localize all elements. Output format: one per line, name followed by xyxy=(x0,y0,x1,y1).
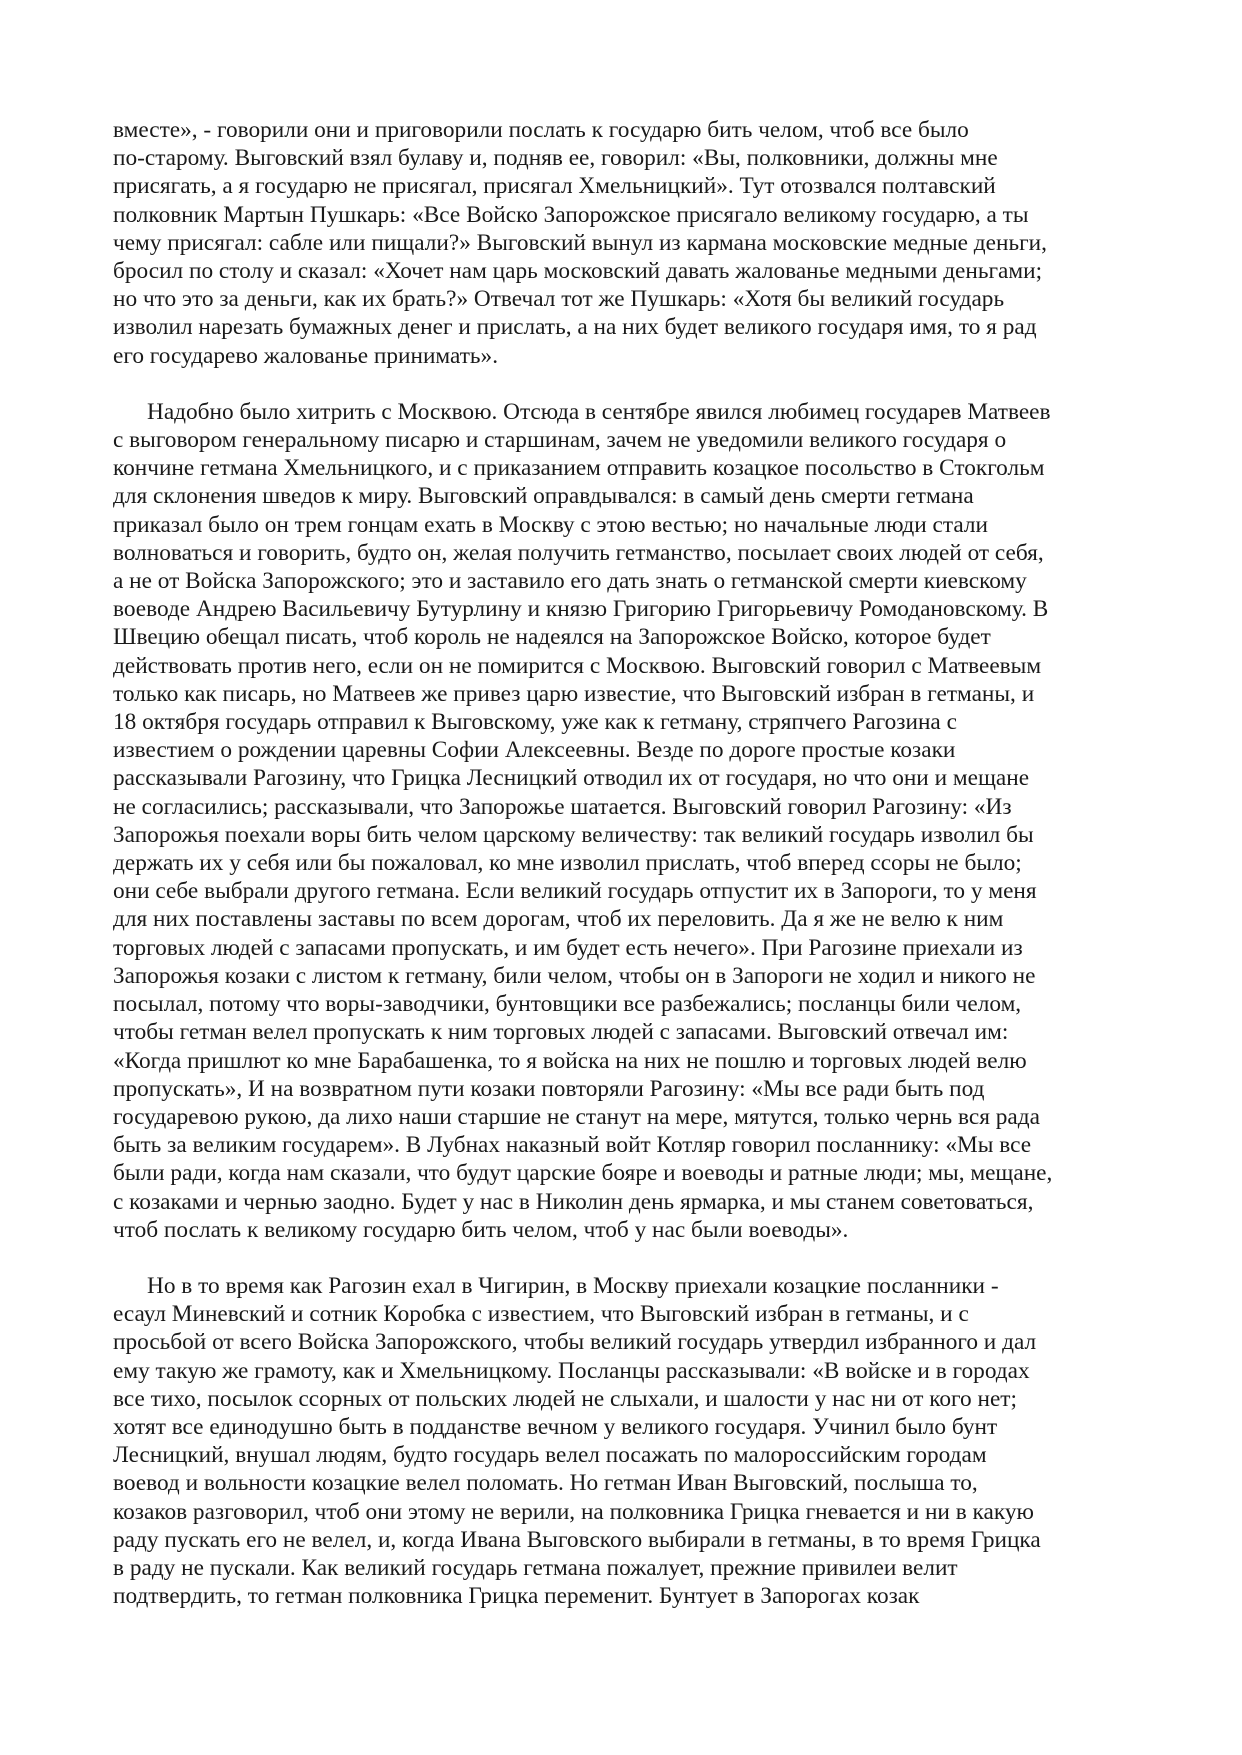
text-line: по-старому. Выговский взял булаву и, подняв ее, говорил: «Вы, полковники, должны мне xyxy=(113,145,998,172)
text-line: Запорожья козаки с листом к гетману, били челом, чтобы он в Запороги не ходил и никого не xyxy=(113,962,1036,989)
text-line: Лесницкий, внушал людям, будто государь велел посажать по малороссийским городам xyxy=(113,1442,987,1469)
text-line: подтвердить, то гетман полковника Грицка переменит. Бунтует в Запорогах козак xyxy=(113,1583,920,1610)
text-line: козаков разговорил, чтоб они этому не верили, на полковника Грицка гневается и ни в какую xyxy=(113,1498,1034,1525)
text-line: «Когда пришлют ко мне Барабашенка, то я войска на них не пошлю и торговых людей велю xyxy=(113,1047,1027,1074)
text-line: кончине гетмана Хмельницкого, и с приказанием отправить козацкое посольство в Стокгольм xyxy=(113,455,1045,482)
text-line: присягать, а я государю не присягал, присягал Хмельницкий». Тут отозвался полтавский xyxy=(113,173,996,200)
text-line: они себе выбрали другого гетмана. Если великий государь отпустит их в Запороги, то у меня xyxy=(113,878,1037,905)
text-line: изволил нарезать бумажных денег и прислать, а на них будет великого государя имя, то я рад xyxy=(113,314,1037,341)
text-line: есаул Миневский и сотник Коробка с известием, что Выговский избран в гетманы, и с xyxy=(113,1301,969,1328)
text-line: воеводе Андрею Васильевичу Бутурлину и князю Григорию Григорьевичу Ромодановскому. В xyxy=(113,596,1049,623)
text-line: держать их у себя или бы пожаловал, ко мне изволил прислать, чтоб вперед ссоры не было; xyxy=(113,850,1022,877)
text-line: просьбой от всего Войска Запорожского, чтобы великий государь утвердил избранного и дал xyxy=(113,1329,1037,1356)
text-line: для склонения шведов к миру. Выговский оправдывался: в самый день смерти гетмана xyxy=(113,483,974,510)
text-line: бросил по столу и сказал: «Хочет нам царь московский давать жалованье медными деньгами; xyxy=(113,258,1043,285)
text-line: для них поставлены заставы по всем дорогам, чтоб их переловить. Да я же не велю к ним xyxy=(113,906,1004,933)
text-line: чтоб послать к великому государю бить челом, чтоб у нас были воеводы». xyxy=(113,1216,849,1243)
text-line: волноваться и говорить, будто он, желая получить гетманство, посылает своих людей от себя, xyxy=(113,539,1044,566)
text-line: рассказывали Рагозину, что Грицка Лесницкий отводил их от государя, но что они и мещане xyxy=(113,765,1030,792)
text-line: в раду не пускали. Как великий государь гетмана пожалует, прежние привилеи велит xyxy=(113,1554,958,1581)
text-line: хотят все единодушно быть в подданстве вечном у великого государя. Учинил было бунт xyxy=(113,1413,998,1440)
text-line: его государево жалованье принимать». xyxy=(113,342,499,369)
text-line: Запорожья поехали воры бить челом царскому величеству: так великий государь изволил бы xyxy=(113,821,1034,848)
text-line: а не от Войска Запорожского; это и заставило его дать знать о гетманской смерти киевскому xyxy=(113,568,1027,595)
text-column xyxy=(113,116,1128,1638)
text-line: полковник Мартын Пушкарь: «Все Войско Запорожское присягало великому государю, а ты xyxy=(113,201,1029,228)
text-line: были ради, когда нам сказали, что будут царские бояре и воеводы и ратные люди; мы, мещане, xyxy=(113,1160,1053,1187)
text-line: ему такую же грамоту, как и Хмельницкому. Посланцы рассказывали: «В войске и в городах xyxy=(113,1357,1030,1384)
text-line: известием о рождении царевны Софии Алексеевны. Везде по дороге простые козаки xyxy=(113,737,956,764)
text-line: государевою рукою, да лихо наши старшие не станут на мере, мятутся, только чернь вся рада xyxy=(113,1103,1040,1130)
text-line: вместе», - говорили они и приговорили послать к государю бить челом, чтоб все было xyxy=(113,117,969,143)
text-line: пропускать», И на возвратном пути козаки повторяли Рагозину: «Мы все ради быть под xyxy=(113,1075,985,1102)
paragraph-3 xyxy=(113,1272,1128,1610)
paragraph-2 xyxy=(113,398,1128,1244)
text-line: чтобы гетман велел пропускать к ним торговых людей с запасами. Выговский отвечал им: xyxy=(113,1019,1009,1046)
text-line: Надобно было хитрить с Москвою. Отсюда в сентябре явился любимец государев Матвеев xyxy=(147,398,1051,425)
text-line: воевод и вольности козацкие велел поломать. Но гетман Иван Выговский, послыша то, xyxy=(113,1470,978,1497)
text-line: только как писарь, но Матвеев же привез царю известие, что Выговский избран в гетманы, и xyxy=(113,680,1035,707)
text-line: приказал было он трем гонцам ехать в Москву с этою вестью; но начальные люди стали xyxy=(113,511,988,538)
text-line: 18 октября государь отправил к Выговскому, уже как к гетману, стряпчего Рагозина с xyxy=(113,709,957,736)
paragraph-1 xyxy=(113,116,1128,370)
text-line: торговых людей с запасами пропускать, и им будет есть нечего». При Рагозине приехали из xyxy=(113,934,1023,961)
text-line: раду пускать его не велел, и, когда Ивана Выговского выбирали в гетманы, в то время Грицка xyxy=(113,1526,1041,1553)
text-line: Но в то время как Рагозин ехал в Чигирин, в Москву приехали козацкие посланники - xyxy=(147,1272,999,1299)
text-line: чему присягал: сабле или пищали?» Выговский вынул из кармана московские медные деньги, xyxy=(113,229,1047,256)
text-line: с козаками и чернью заодно. Будет у нас в Николин день ярмарка, и мы станем советоваться, xyxy=(113,1188,1034,1215)
text-line: быть за великим государем». В Лубнах наказный войт Котляр говорил посланнику: «Мы все xyxy=(113,1132,1032,1159)
text-line: посылал, потому что воры-заводчики, бунтовщики все разбежались; посланцы били челом, xyxy=(113,991,1022,1018)
text-line: Швецию обещал писать, чтоб король не надеялся на Запорожское Войско, которое будет xyxy=(113,624,991,651)
text-line: действовать против него, если он не помирится с Москвою. Выговский говорил с Матвеевым xyxy=(113,652,1042,679)
text-line: но что это за деньги, как их брать?» Отвечал тот же Пушкарь: «Хотя бы великий государь xyxy=(113,286,1005,313)
text-line: с выговором генеральному писарю и старшинам, зачем не уведомили великого государя о xyxy=(113,427,1007,454)
text-line: все тихо, посылок ссорных от польских людей не слыхали, и шалости у нас ни от кого нет; xyxy=(113,1385,1017,1412)
text-line: не согласились; рассказывали, что Запорожье шатается. Выговский говорил Рагозину: «Из xyxy=(113,793,1012,820)
